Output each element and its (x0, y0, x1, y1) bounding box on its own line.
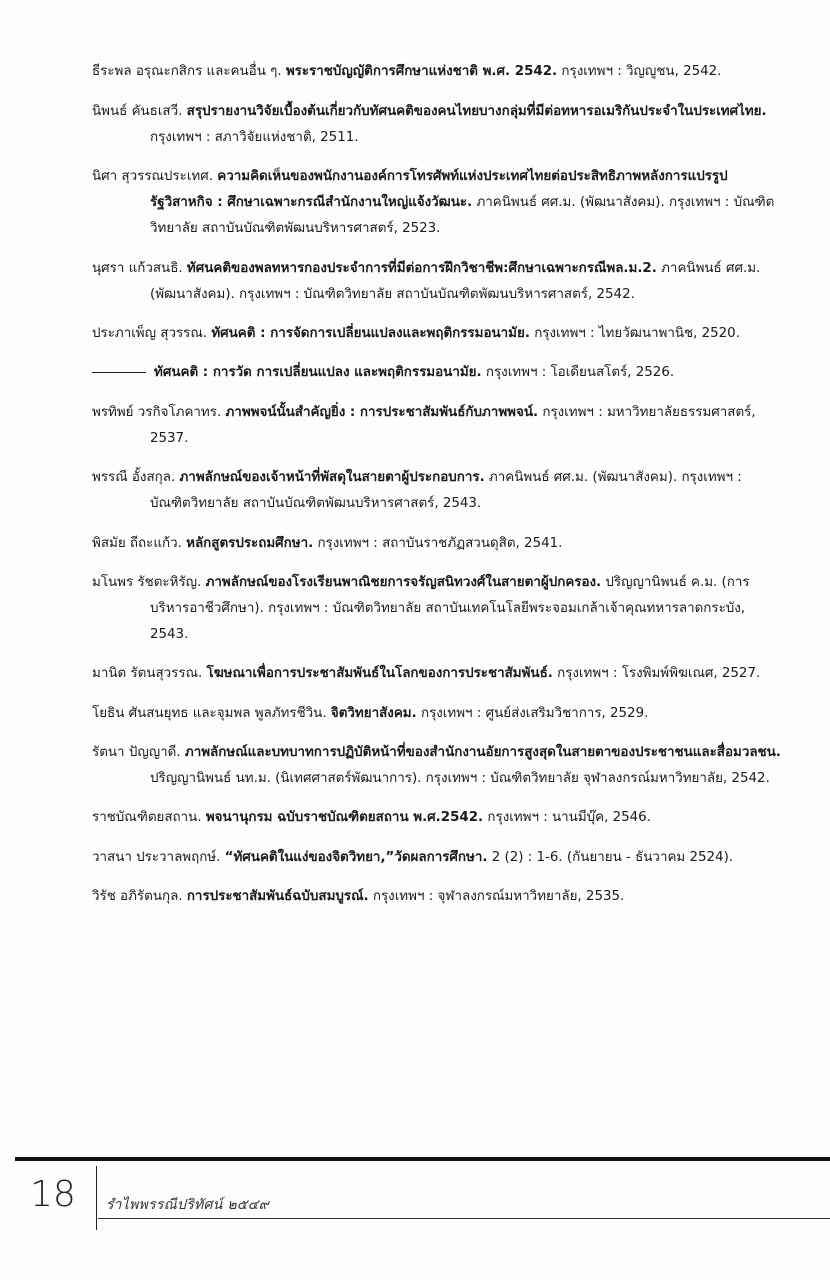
ditto-dash (92, 371, 146, 373)
reference-entry (92, 845, 782, 871)
reference-entry (92, 360, 782, 386)
reference-entry (92, 321, 782, 347)
ref-title: สรุปรายงานวิจัยเบื้องต้นเกี่ยวกับทัศนคติของคนไทยบางกลุ่มที่มีต่อทหารอเมริกันประจำในประเทศไทย. (186, 103, 767, 119)
reference-entry (92, 805, 782, 831)
ref-author: นิศา สุวรรณประเทศ. (92, 169, 213, 185)
ref-publication: กรุงเทพฯ : ศูนย์ส่งเสริมวิชาการ, 2529. (420, 705, 649, 721)
ref-publication: ภาคนิพนธ์ ศศ.ม. (พัฒนาสังคม). กรุงเทพฯ : บัณฑิตวิทยาลัย สถาบันบัณฑิตพัฒนบริหารศาสตร์, 2542. (150, 260, 761, 302)
ref-title: พจนานุกรม ฉบับราชบัณฑิตยสถาน พ.ศ.2542. (205, 810, 484, 826)
ref-publication: กรุงเทพฯ : ไทยวัฒนาพานิช, 2520. (534, 325, 740, 341)
ref-publication: ปริญญานิพนธ์ ค.ม. (การบริหารอาชีวศึกษา). กรุงเทพฯ : บัณฑิตวิทยาลัย สถาบันเทคโนโลยีพระจอมเกล้าเจ้าคุณทหารลาดกระบัง, 2543. (150, 574, 750, 642)
footer-underline (98, 1218, 830, 1219)
ref-publication: 2 (2) : 1-6. (กันยายน - ธันวาคม 2524). (491, 849, 734, 865)
ref-author: รัตนา ปัญญาดี. (92, 745, 181, 761)
reference-entry (92, 570, 782, 648)
ref-publication: ภาคนิพนธ์ ศศ.ม. (พัฒนาสังคม). กรุงเทพฯ : บัณฑิตวิทยาลัย สถาบันบัณฑิตพัฒนบริหารศาสตร์, 2523. (150, 195, 775, 237)
ref-title: ทัศนคติ : การวัด การเปลี่ยนแปลง และพฤติกรรมอนามัย. (154, 365, 482, 381)
ref-title: ทัศนคติของพลทหารกองประจำการที่มีต่อการฝึกวิชาชีพ:ศึกษาเฉพาะกรณีพล.ม.2. (186, 260, 657, 276)
ref-title: พระราชบัญญัติการศึกษาแห่งชาติ พ.ศ. 2542. (285, 64, 558, 80)
ref-author: วาสนา ประวาลพฤกษ์. (92, 849, 221, 865)
reference-entry (92, 740, 782, 792)
footer-publication-title: รำไพพรรณีปริทัศน์ ๒๕๔๙ (106, 1197, 270, 1213)
ref-author: นุศรา แก้วสนธิ. (92, 260, 183, 276)
reference-entry (92, 661, 782, 687)
ref-author: มโนพร รัชตะหิรัญ. (92, 574, 202, 590)
ref-title: จิตวิทยาสังคม. (330, 705, 417, 721)
ref-publication: กรุงเทพฯ : โรงพิมพ์พิฆเณศ, 2527. (557, 666, 761, 682)
ref-author: วิรัช อภิรัตนกุล. (92, 889, 183, 905)
reference-entry (92, 400, 782, 452)
footer-divider (96, 1166, 97, 1230)
ref-author: ราชบัณฑิตยสถาน. (92, 810, 202, 826)
reference-entry (92, 256, 782, 308)
ref-publication: กรุงเทพฯ : วิญญูชน, 2542. (561, 64, 722, 80)
ref-publication: กรุงเทพฯ : สถาบันราชภัฏสวนดุสิต, 2541. (317, 535, 563, 551)
reference-entry (92, 701, 782, 727)
ref-publication: กรุงเทพฯ : สภาวิจัยแห่งชาติ, 2511. (150, 129, 359, 145)
ref-publication: ภาคนิพนธ์ ศศ.ม. (พัฒนาสังคม). กรุงเทพฯ : บัณฑิตวิทยาลัย สถาบันบัณฑิตพัฒนบริหารศาสตร์, 2543. (150, 470, 742, 512)
ref-author: พรทิพย์ วรกิจโภคาทร. (92, 404, 222, 420)
ref-title: ภาพลักษณ์และบทบาทการปฏิบัติหน้าที่ของสำนักงานอัยการสูงสุดในสายตาของประชาชนและสื่อมวลชน. (184, 745, 781, 761)
ref-author: พรรณี อั้งสกุล. (92, 470, 176, 486)
reference-entry (92, 164, 782, 242)
ref-publication: กรุงเทพฯ : มหาวิทยาลัยธรรมศาสตร์, 2537. (150, 404, 756, 446)
reference-entry (92, 531, 782, 557)
reference-entry (92, 59, 782, 85)
ref-author: ประภาเพ็ญ สุวรรณ. (92, 325, 208, 341)
ref-title: ภาพลักษณ์ของโรงเรียนพาณิชยการจรัญสนิทวงศ์ในสายตาผู้ปกครอง. (205, 574, 602, 590)
ref-author: นิพนธ์ คันธเสวี. (92, 103, 183, 119)
ref-title: “ทัศนคติในแง่ของจิตวิทยา,”วัดผลการศึกษา. (224, 849, 488, 865)
ref-title: ความคิดเห็นของพนักงานองค์การโทรศัพท์แห่งประเทศไทยต่อประสิทธิภาพหลังการแปรรูปรัฐวิสาหกิจ : ศึกษาเฉพาะกรณีสำนักงานใหญ่แจ้งวัฒนะ. (150, 169, 728, 211)
reference-entry (92, 99, 782, 151)
ref-title: ภาพพจน์นั้นสำคัญยิ่ง : การประชาสัมพันธ์กับภาพพจน์. (225, 404, 539, 420)
ref-publication: กรุงเทพฯ : นานมีบุ๊ค, 2546. (487, 810, 651, 826)
ref-title: การประชาสัมพันธ์ฉบับสมบูรณ์. (186, 889, 369, 905)
ref-author: มานิต รัตนสุวรรณ. (92, 666, 203, 682)
footer-rule (15, 1157, 830, 1161)
ref-title: ภาพลักษณ์ของเจ้าหน้าที่พัสดุในสายตาผู้ประกอบการ. (179, 470, 485, 486)
ref-title: โฆษณาเพื่อการประชาสัมพันธ์ในโลกของการประชาสัมพันธ์. (206, 666, 553, 682)
ref-publication: กรุงเทพฯ : จุฬาลงกรณ์มหาวิทยาลัย, 2535. (372, 889, 625, 905)
ref-author: โยธิน ศันสนยุทธ และจุมพล พูลภัทรชีวิน. (92, 705, 327, 721)
reference-entry (92, 465, 782, 517)
ref-publication: ปริญญานิพนธ์ นท.ม. (นิเทศศาสตร์พัฒนาการ). กรุงเทพฯ : บัณฑิตวิทยาลัย จุฬาลงกรณ์มหาวิทยาลัย, 2542. (150, 771, 770, 787)
ref-author: ธีระพล อรุณะกสิกร และคนอื่น ๆ. (92, 64, 282, 80)
reference-entry (92, 884, 782, 910)
ref-publication: กรุงเทพฯ : โอเดียนสโตร์, 2526. (485, 365, 675, 381)
page-number: 18 (30, 1174, 76, 1215)
ref-title: ทัศนคติ : การจัดการเปลี่ยนแปลงและพฤติกรรมอนามัย. (211, 325, 530, 341)
ref-author: พิสมัย ถีถะแก้ว. (92, 535, 182, 551)
ref-title: หลักสูตรประถมศึกษา. (186, 535, 314, 551)
reference-list (92, 46, 782, 918)
